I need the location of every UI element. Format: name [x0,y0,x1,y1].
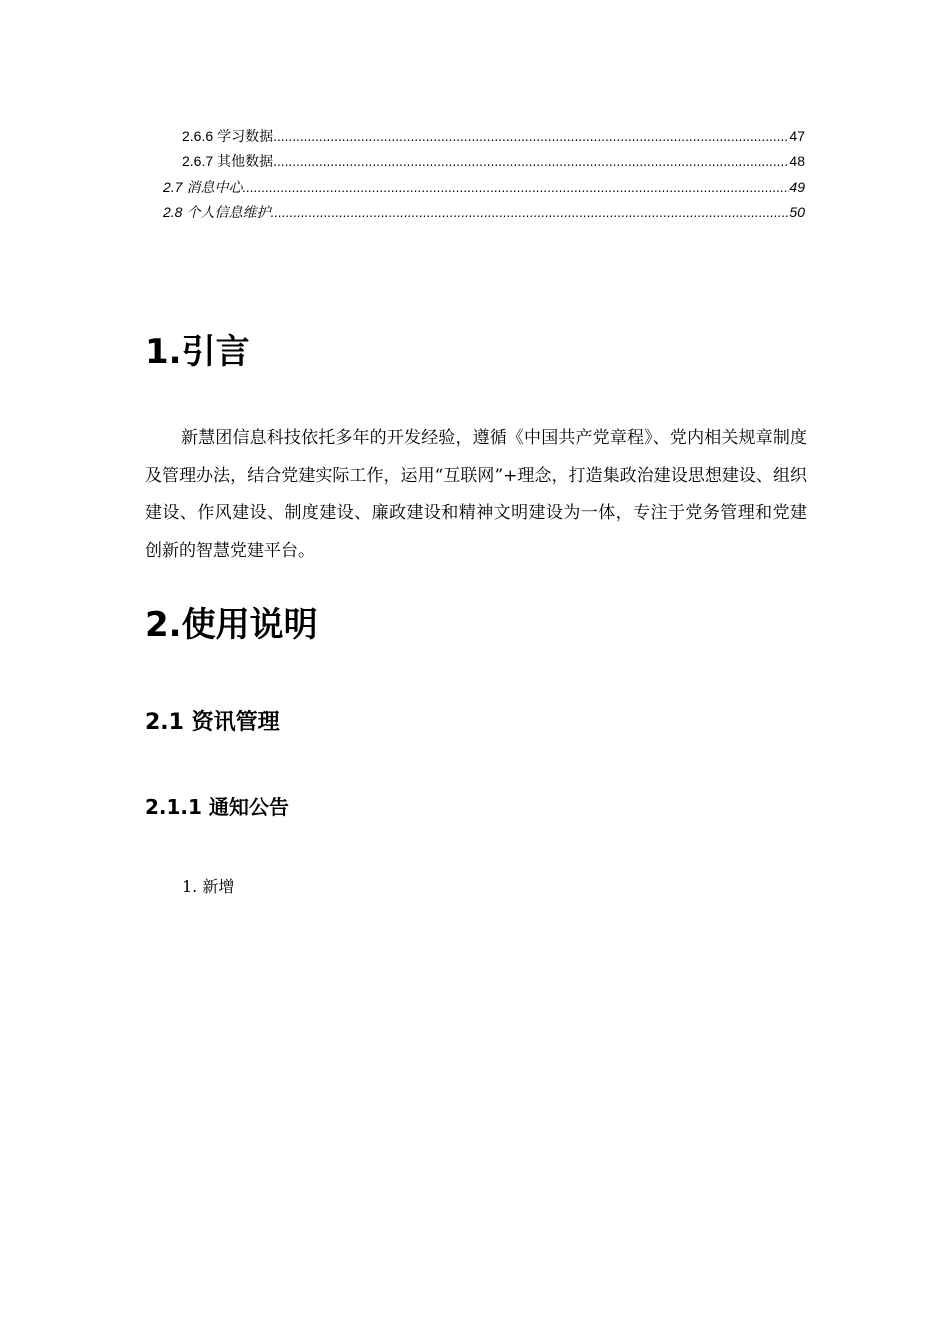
toc-entry[interactable] [182,124,805,148]
intro-paragraph: 新慧团信息科技依托多年的开发经验，遵循《中国共产党章程》、党内相关规章制度及管理办法，结合党建实际工作，运用“互联网”+理念，打造集政治建设思想建设、组织建设、作风建设、制度建设、廉政建设和精神文明建设为一体，专注于党务管理和党建创新的智慧党建平台。 [145,428,807,561]
toc-entry-page: 47 [789,128,805,144]
toc-entry-number: 2.6.7 [182,153,214,169]
toc-dot-leader [273,150,789,174]
toc-entry[interactable] [163,200,805,224]
section-heading-usage: 2.使用说明 [145,605,318,645]
list-item-add: 1. 新增 [182,877,235,896]
toc-entry-title: 个人信息维护 [186,205,271,221]
toc-entry-page: 50 [789,204,805,220]
toc-entry-page: 48 [789,153,805,169]
toc-entry-title: 消息中心 [186,180,243,196]
toc-entry-number: 2.6.6 [182,128,214,144]
toc-entry[interactable] [182,149,805,173]
toc-entry-page: 49 [789,179,805,195]
toc-entry-title: 学习数据 [217,129,274,145]
toc-entry[interactable] [163,175,805,199]
toc-entry-number: 2.8 [163,204,183,220]
toc-entry-title: 其他数据 [217,154,274,170]
subsection-heading-info-management: 2.1 资讯管理 [145,710,280,735]
subsubsection-heading-notice: 2.1.1 通知公告 [145,795,289,819]
section-heading-intro: 1.引言 [145,332,250,372]
toc-dot-leader [242,176,789,200]
toc-entry-number: 2.7 [163,179,183,195]
toc-dot-leader [270,201,789,225]
toc-dot-leader [273,125,789,149]
